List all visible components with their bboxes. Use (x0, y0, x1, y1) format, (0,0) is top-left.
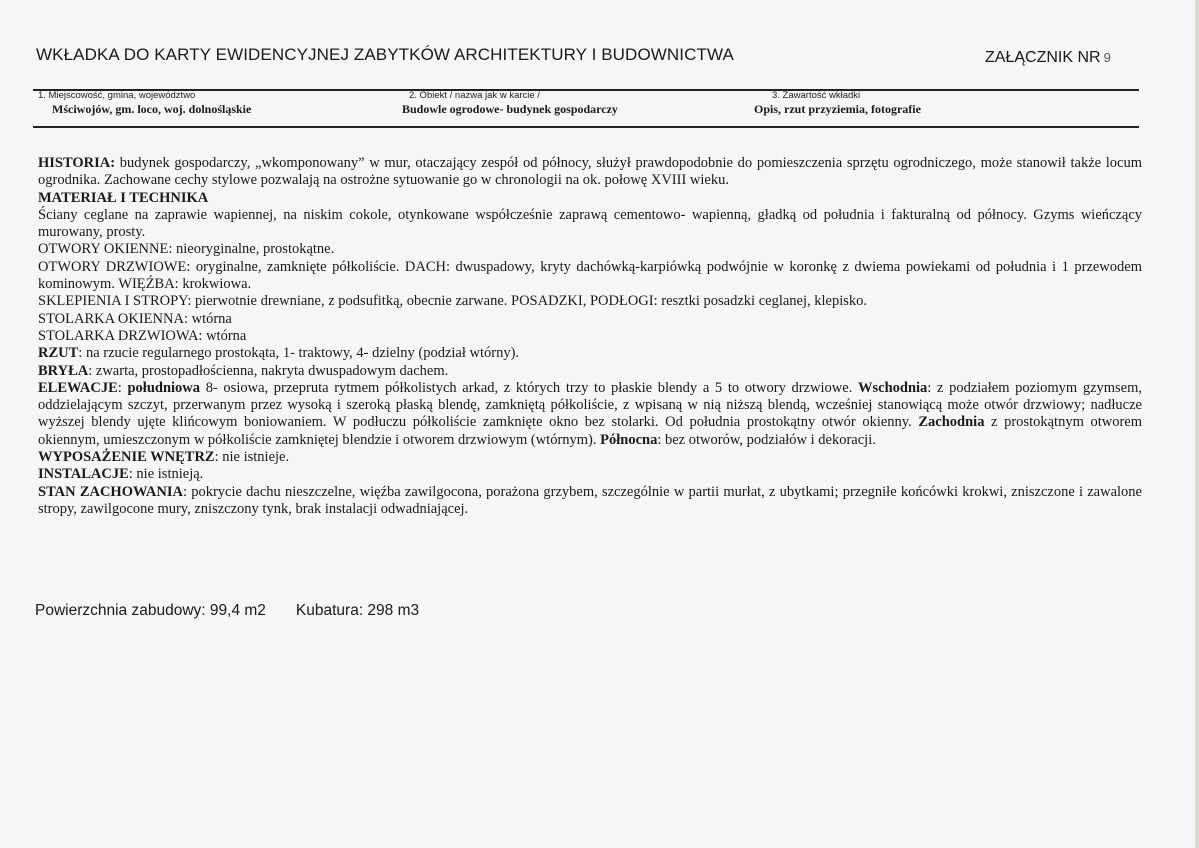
field-contents-value: Opis, rzut przyziemia, fotografie (754, 102, 921, 116)
section-otwory-okienne: OTWORY OKIENNE: nieoryginalne, prostokątne. (38, 241, 335, 258)
text-material: Ściany ceglane na zaprawie wapiennej, na niskim cokole, otynkowane współcześnie zaprawą cementowo- wapienną, gładką od południa i fakturalną od północy. Gzyms wieńczący murowany, prosty. (38, 206, 1142, 241)
heading-instalacje: INSTALACJE (38, 466, 129, 483)
field-location-value: Mściwojów, gm. loco, woj. dolnośląskie (52, 102, 252, 116)
page-edge (1195, 0, 1199, 848)
text-elewacje-3: : z podziałem poziomym gzymsem, oddzielającym szczyt, przerwanym przez wysoką i szeroką płaską blendę, zamkniętą półkoliście, z wpisaną w nią niższą blendą, wcześniej stanowiącą może otwór drzwiowy; nadłucze wyższej blendy ujęte klińcowym boniowaniem. W podłuczu półkoliście zamknięte okno bez stolarki. Od południa prostokątny otwór okienny. (38, 379, 1143, 431)
field-object (402, 90, 618, 117)
section-stan (38, 484, 1142, 519)
text-elewacje-2: 8- osiowa, przepruta rytmem półkolistych arkad, z których trzy to płaskie blendy a 5 to otwory drzwiowe. (200, 379, 858, 396)
heading-polnocna: Północna (600, 431, 658, 448)
text-elewacje-1: : (117, 379, 128, 396)
footer-measurements (35, 602, 419, 620)
heading-historia: HISTORIA: (38, 155, 116, 171)
section-rzut (38, 345, 1142, 362)
description-body (38, 155, 1142, 518)
annex-label (985, 49, 1111, 67)
built-area: Powierzchnia zabudowy: 99,4 m2 (35, 602, 266, 619)
document-title: WKŁADKA DO KARTY EWIDENCYJNEJ ZABYTKÓW ARCHITEKTURY I BUDOWNICTWA (36, 45, 734, 64)
section-otwory-drzwiowe: OTWORY DRZWIOWE: oryginalne, zamknięte półkoliście. DACH: dwuspadowy, kryty dachówką-karpiówką podwójnie w koronkę z dwiema powiekami od południa i 1 przewodem kominowym. WIĘŹBA: krokwiowa. (38, 258, 1142, 293)
heading-stan: STAN ZACHOWANIA (38, 483, 183, 500)
text-wyposazenie: : nie istnieje. (214, 449, 290, 466)
text-instalacje: : nie istnieją. (128, 466, 204, 483)
text-elewacje-4: z prostokątnym otworem okiennym, umieszczonym w półkoliście zamkniętej blendzie i otworem drzwiowym (wtórnym). (38, 414, 1142, 448)
section-elewacje (38, 380, 1142, 449)
text-historia: budynek gospodarczy, „wkomponowany” w mur, otaczający zespół od północy, służył prawdopodobnie do pomieszczenia sprzętu ogrodniczego, może stanowił także locum ogrodnika. Zachowane cechy stylowe pozwalają na ostrożne sytuowanie go w chronologii na ok. połowę XVIII wieku. (38, 155, 1142, 189)
heading-wschodnia: Wschodnia (857, 379, 928, 396)
header-rule-bottom (33, 126, 1139, 128)
text-rzut: : na rzucie regularnego prostokąta, 1- traktowy, 4- dzielny (podział wtórny). (78, 345, 520, 362)
volume: Kubatura: 298 m3 (295, 602, 420, 619)
heading-rzut: RZUT (38, 345, 79, 362)
heading-bryla: BRYŁA (38, 362, 89, 379)
text-elewacje-5: : bez otworów, podziałów i dekoracji. (657, 431, 876, 448)
heading-elewacje: ELEWACJE (38, 379, 118, 396)
annex-label-text: ZAŁĄCZNIK NR (985, 49, 1101, 66)
heading-wyposazenie: WYPOSAŻENIE WNĘTRZ (38, 449, 215, 466)
field-contents-label: 3. Zawartość wkładki (772, 90, 861, 101)
section-bryla (38, 363, 1142, 380)
heading-zachodnia: Zachodnia (918, 414, 985, 431)
section-stolarka-drzwiowa: STOLARKA DRZWIOWA: wtórna (38, 327, 247, 344)
field-object-value: Budowle ogrodowe- budynek gospodarczy (402, 102, 618, 116)
section-wyposazenie (38, 449, 1142, 466)
section-instalacje (38, 466, 1142, 483)
text-bryla: : zwarta, prostopadłościenna, nakryta dwuspadowym dachem. (88, 362, 449, 379)
field-contents (754, 90, 921, 117)
section-sklepienia: SKLEPIENIA I STROPY: pierwotnie drewniane, z podsufitką, obecnie zarwane. POSADZKI, PODŁOGI: resztki posadzki ceglanej, klepisko. (38, 293, 868, 310)
section-stolarka-okienna: STOLARKA OKIENNA: wtórna (38, 310, 232, 327)
field-object-label: 2. Obiekt / nazwa jak w karcie / (409, 90, 540, 101)
section-historia (38, 155, 1142, 190)
heading-material: MATERIAŁ I TECHNIKA (38, 189, 209, 206)
annex-number: 9 (1103, 50, 1111, 65)
section-material (38, 190, 1142, 207)
text-stan: : pokrycie dachu nieszczelne, więźba zawilgocona, porażona grzybem, szczególnie w partii murłat, z ubytkami; przegniłe końcówki krokwi, zniszczone i zawalone stropy, zawilgocone mury, zniszczony tynk, brak instalacji odwadniającej. (38, 483, 1142, 517)
field-location (38, 90, 251, 117)
field-location-label: 1. Miejscowość, gmina, województwo (38, 90, 196, 101)
heading-poludniowa: południowa (127, 379, 201, 396)
